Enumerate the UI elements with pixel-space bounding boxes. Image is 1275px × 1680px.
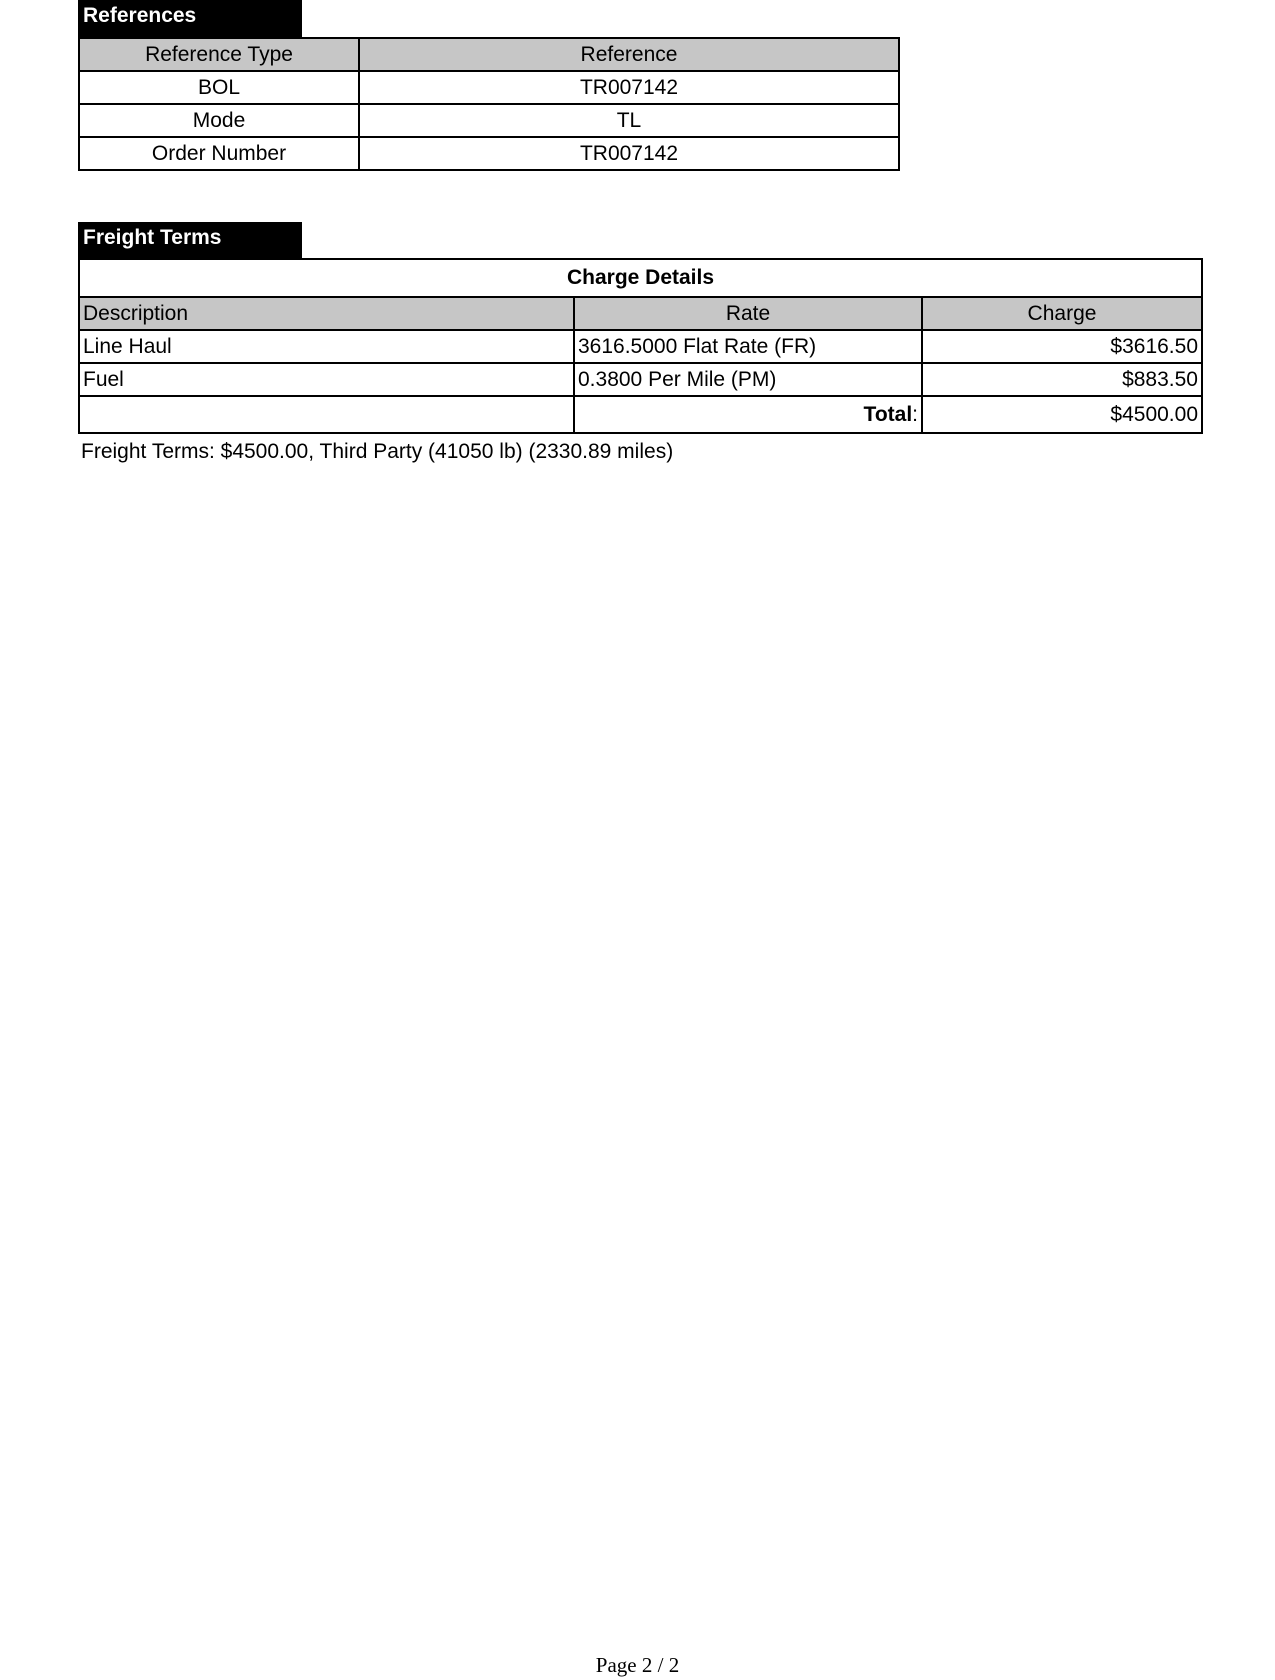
column-header-rate: Rate: [574, 297, 922, 330]
column-header-charge: Charge: [922, 297, 1202, 330]
references-table: [78, 37, 900, 171]
reference-value-cell: TR007142: [359, 137, 899, 170]
references-section-title: References: [78, 0, 302, 37]
table-header-row: [79, 38, 899, 71]
charge-rate-cell: 0.3800 Per Mile (PM): [574, 363, 922, 396]
reference-value-cell: TR007142: [359, 71, 899, 104]
charge-rate-cell: 3616.5000 Flat Rate (FR): [574, 330, 922, 363]
empty-cell: [79, 396, 574, 433]
table-header-row: [79, 297, 1202, 330]
charge-details-title: Charge Details: [79, 259, 1202, 297]
column-header-reference: Reference: [359, 38, 899, 71]
table-row: [79, 363, 1202, 396]
total-row: [79, 396, 1202, 433]
total-label-cell: Total:: [574, 396, 922, 433]
page-number: Page 2 / 2: [595, 1653, 680, 1677]
charge-details-table: [78, 258, 1203, 434]
charge-details-title-row: [79, 259, 1202, 297]
reference-type-cell: Mode: [79, 104, 359, 137]
charge-amount-cell: $3616.50: [922, 330, 1202, 363]
charge-description-cell: Fuel: [79, 363, 574, 396]
total-amount-cell: $4500.00: [922, 396, 1202, 433]
freight-terms-section-title: Freight Terms: [78, 222, 302, 259]
table-row: [79, 104, 899, 137]
charge-amount-cell: $883.50: [922, 363, 1202, 396]
reference-type-cell: Order Number: [79, 137, 359, 170]
column-header-description: Description: [79, 297, 574, 330]
column-header-reference-type: Reference Type: [79, 38, 359, 71]
reference-type-cell: BOL: [79, 71, 359, 104]
charge-description-cell: Line Haul: [79, 330, 574, 363]
table-row: [79, 330, 1202, 363]
total-label: Total: [863, 402, 913, 426]
table-row: [79, 71, 899, 104]
reference-value-cell: TL: [359, 104, 899, 137]
freight-terms-summary: Freight Terms: $4500.00, Third Party (41050 lb) (2330.89 miles): [81, 440, 674, 463]
table-row: [79, 137, 899, 170]
